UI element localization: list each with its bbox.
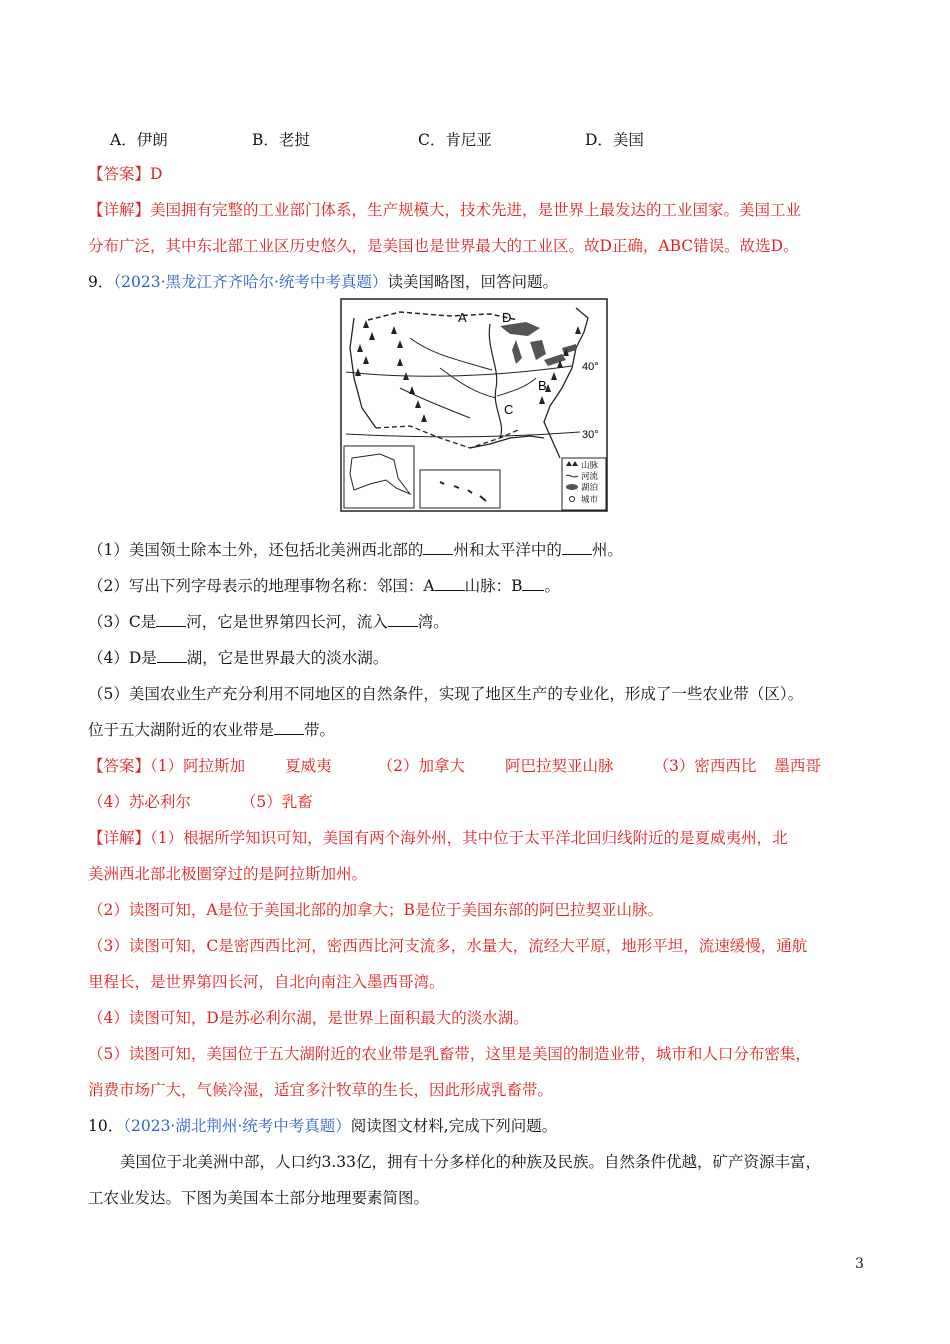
q9-answer-line2 xyxy=(88,792,313,812)
blank xyxy=(562,540,592,555)
q9-answer-line1 xyxy=(88,756,821,776)
question-number: 9． xyxy=(88,273,114,291)
q9-detail-line8: 消费市场广大，气候冷湿，适宜多汁牧草的生长，因此形成乳畜带。 xyxy=(88,1081,554,1099)
sub1-text-c: 州。 xyxy=(591,541,623,559)
q9-detail-line5: 里程长，是世界第四长河，自北向南注入墨西哥湾。 xyxy=(88,973,445,991)
sub3-text-b: 河，它是世界第四长河，流入 xyxy=(186,613,388,631)
sub2-text-c: 。 xyxy=(544,577,560,595)
answer-item: 墨西哥 xyxy=(774,757,821,775)
q9-detail-line6: （4）读图可知，D是苏必利尔湖，是世界上面积最大的淡水湖。 xyxy=(88,1009,529,1027)
blank xyxy=(156,612,186,627)
q9-title xyxy=(88,272,558,292)
blank xyxy=(388,612,418,627)
q9-detail-line7: （5）读图可知，美国位于五大湖附近的农业带是乳畜带，这里是美国的制造业带，城市和人口分布密集， xyxy=(88,1045,811,1063)
answer-item: （4）苏必利尔 xyxy=(88,793,191,811)
q10-title xyxy=(88,1116,557,1136)
sub3-text-a: （3）C是 xyxy=(88,613,157,631)
option-d: D．美国 xyxy=(585,131,644,149)
q9-sub5-line1: （5）美国农业生产充分利用不同地区的自然条件，实现了地区生产的专业化，形成了一些农业带（区）。 xyxy=(88,685,804,703)
detail-text: 美国拥有完整的工业部门体系，生产规模大，技术先进，是世界上最发达的工业国家。美国工业 xyxy=(150,201,802,219)
answer-tag: 【答案】 xyxy=(88,165,151,183)
q9-sub3 xyxy=(88,612,449,632)
blank xyxy=(435,576,465,591)
question-stem: 阅读图文材料,完成下列问题。 xyxy=(350,1117,558,1135)
q9-detail-line3: （2）读图可知，A是位于美国北部的加拿大；B是位于美国东部的阿巴拉契亚山脉。 xyxy=(88,901,663,919)
sub1-text-b: 州和太平洋中的 xyxy=(453,541,562,559)
question-number: 10． xyxy=(88,1117,124,1135)
option-a: A．伊朗 xyxy=(110,131,168,149)
lat-40-label: 40° xyxy=(582,361,599,373)
sub5-text-a: 位于五大湖附近的农业带是 xyxy=(88,721,275,739)
sub4-text-a: （4）D是 xyxy=(88,649,157,667)
q9-detail-line4: （3）读图可知，C是密西西比河，密西西比河支流多，水量大，流经大平原，地形平坦，流速缓慢，通航 xyxy=(88,937,808,955)
sub2-text-a: （2）写出下列字母表示的地理事物名称：邻国：A xyxy=(88,577,435,595)
option-b: B．老挝 xyxy=(252,131,310,149)
map-label-a: A xyxy=(458,310,467,325)
q8-detail-line2: 分布广泛，其中东北部工业区历史悠久，是美国也是世界最大的工业区。故D正确，ABC错误。故选D。 xyxy=(88,237,799,255)
sub3-text-c: 湾。 xyxy=(417,613,449,631)
legend-lake: 湖泊 xyxy=(581,482,599,492)
answer-item: （3）密西西比 xyxy=(653,757,757,775)
question-stem: 读美国略图，回答问题。 xyxy=(387,273,558,291)
answer-item: （1）阿拉斯加 xyxy=(150,757,246,775)
answer-item: （2）加拿大 xyxy=(377,757,466,775)
legend-city: 城市 xyxy=(581,494,599,504)
map-label-c: C xyxy=(504,402,514,417)
page-number: 3 xyxy=(855,1256,864,1272)
blank xyxy=(157,648,187,663)
detail-tag: 【详解】 xyxy=(88,829,151,847)
answer-item: （5）乳畜 xyxy=(240,793,313,811)
q8-answer xyxy=(88,164,162,184)
sub5-text-b: 带。 xyxy=(304,721,336,739)
q9-detail-line2: 美洲西北部北极圈穿过的是阿拉斯加州。 xyxy=(88,865,368,883)
q9-sub5-line2 xyxy=(88,720,335,740)
option-c: C．肯尼亚 xyxy=(418,131,492,149)
detail-text: （1）根据所学知识可知，美国有两个海外州，其中位于太平洋北回归线附近的是夏威夷州，北 xyxy=(150,829,788,847)
map-label-b: B xyxy=(538,378,547,393)
legend-river: 河流 xyxy=(581,471,599,481)
sub4-text-b: 湖，它是世界最大的淡水湖。 xyxy=(186,649,389,667)
legend-mountain: 山脉 xyxy=(581,460,599,470)
answer-tag: 【答案】 xyxy=(88,757,151,775)
q9-sub4 xyxy=(88,648,388,668)
q9-detail-line1 xyxy=(88,828,788,848)
q8-detail-line1 xyxy=(88,200,801,220)
detail-tag: 【详解】 xyxy=(88,201,151,219)
q9-sub2 xyxy=(88,576,560,596)
q10-para-line2: 工农业发达。下图为美国本土部分地理要素简图。 xyxy=(88,1189,430,1207)
q10-para-line1: 美国位于北美洲中部，人口约3.33亿，拥有十分多样化的种族及民族。自然条件优越，矿产资源丰富， xyxy=(120,1153,822,1171)
sub2-text-b: 山脉：B xyxy=(464,577,523,595)
blank xyxy=(274,720,304,735)
lat-30-label: 30° xyxy=(582,429,599,441)
question-source: （2023·黑龙江齐齐哈尔·统考中考真题） xyxy=(113,273,388,291)
blank xyxy=(423,540,453,555)
answer-item: 阿巴拉契亚山脉 xyxy=(505,757,614,775)
q9-sub1 xyxy=(88,540,623,560)
answer-value: D xyxy=(150,165,163,183)
sub1-text-a: （1）美国领土除本土外，还包括北美洲西北部的 xyxy=(88,541,424,559)
usa-map xyxy=(340,298,608,512)
map-label-d: D xyxy=(502,310,512,325)
answer-item: 夏威夷 xyxy=(285,757,332,775)
blank xyxy=(522,576,544,591)
question-source: （2023·湖北荆州·统考中考真题） xyxy=(123,1117,351,1135)
